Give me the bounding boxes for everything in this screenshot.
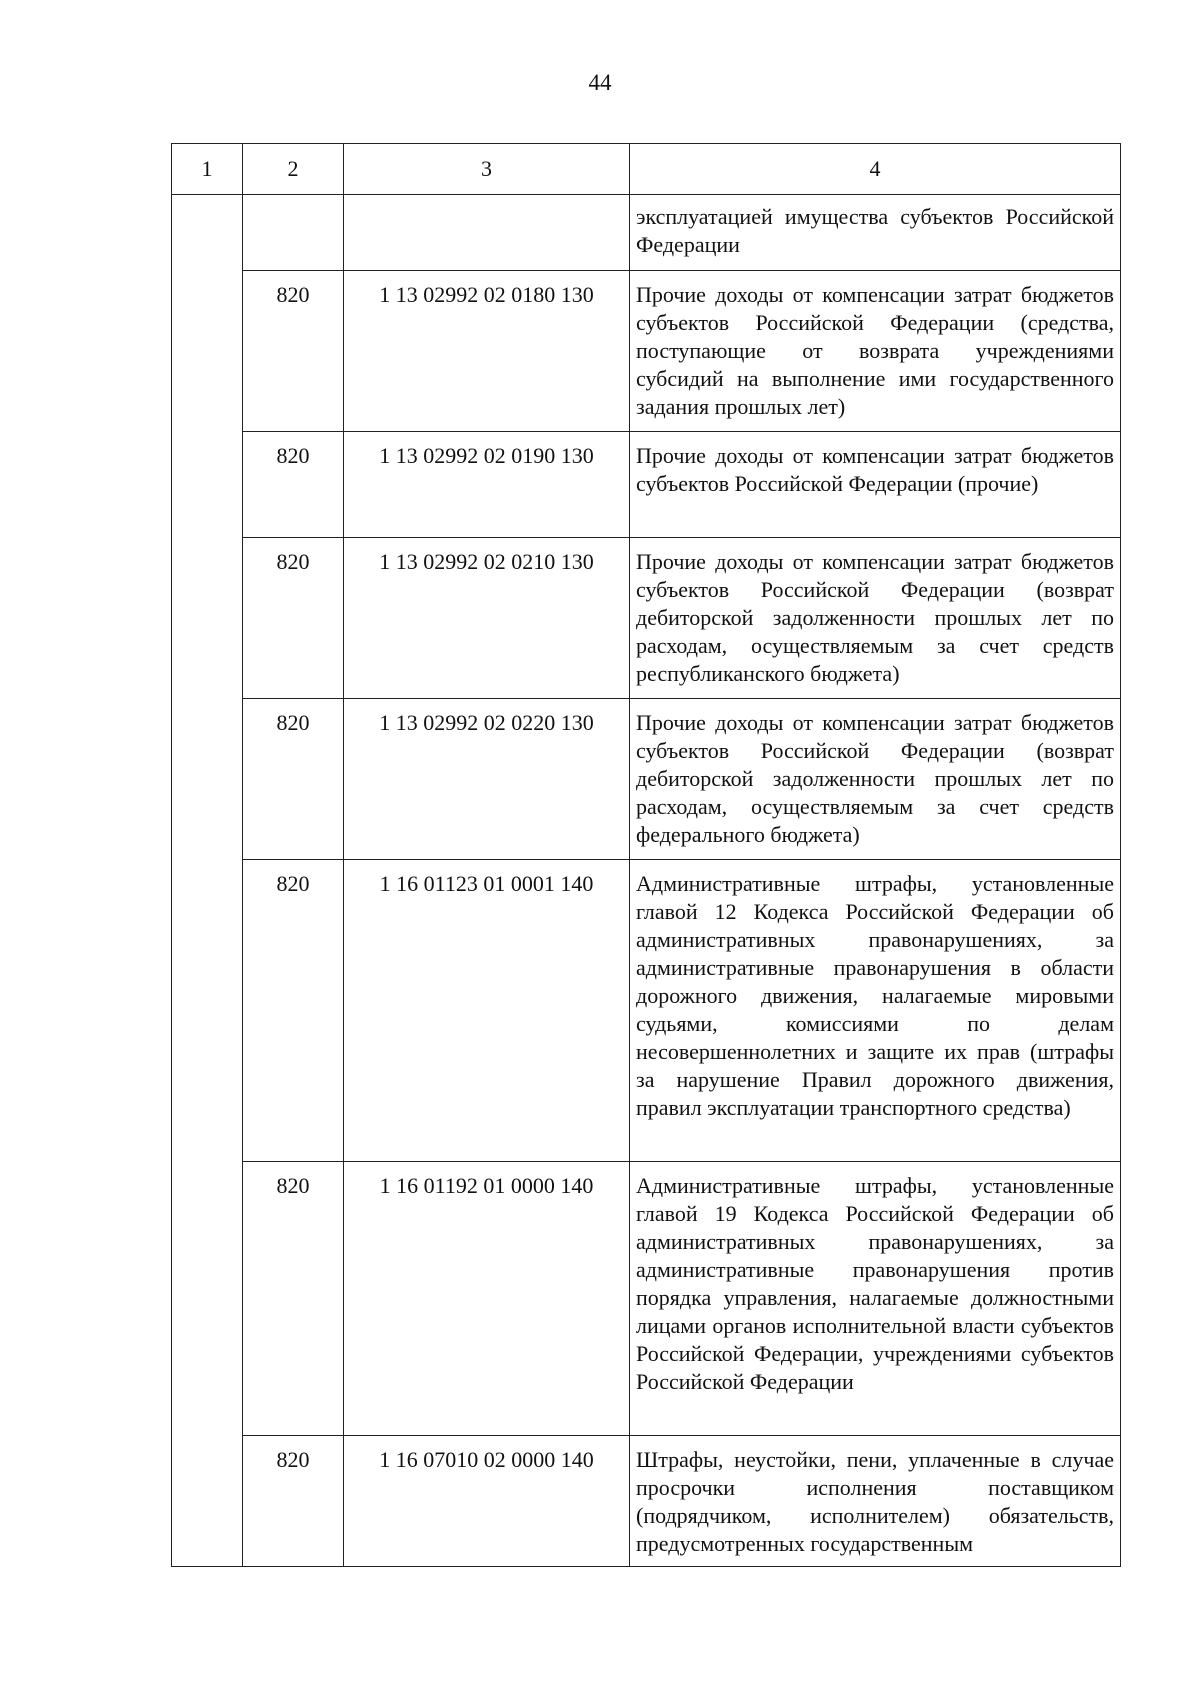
revenue-code-cell: 1 13 02992 02 0220 130: [344, 699, 630, 860]
description-cell: Прочие доходы от компенсации затрат бюджетов субъектов Российской Федерации (возврат дебиторской задолженности прошлых лет по расходам, осуществляемым за счет средств республиканского бюджета): [630, 538, 1121, 699]
table-row: [172, 432, 1121, 538]
revenue-code-cell: 1 13 02992 02 0210 130: [344, 538, 630, 699]
revenue-code-cell: 1 16 01123 01 0001 140: [344, 860, 630, 1162]
description-cell: Штрафы, неустойки, пени, уплаченные в случае просрочки исполнения поставщиком (подрядчиком, исполнителем) обязательств, предусмотренных государственным: [630, 1436, 1121, 1567]
revenue-code-cell: 1 16 07010 02 0000 140: [344, 1436, 630, 1567]
page-number: 44: [588, 70, 612, 95]
column-header-2: 2: [243, 144, 344, 195]
column-header-1: 1: [172, 144, 243, 195]
admin-code-cell: 820: [243, 1162, 344, 1436]
table-row: [172, 1162, 1121, 1436]
code-cell: [344, 195, 630, 271]
admin-code-cell: 820: [243, 432, 344, 538]
table-row: [172, 271, 1121, 432]
table-row: [172, 1436, 1121, 1567]
revenue-code-cell: 1 16 01192 01 0000 140: [344, 1162, 630, 1436]
table-row-continuation: [172, 195, 1121, 271]
description-cell: Административные штрафы, установленные главой 12 Кодекса Российской Федерации об административных правонарушениях, за административные правонарушения в области дорожного движения, налагаемые мировыми судьями, комиссиями по делам несовершеннолетних и защите их прав (штрафы за нарушение Правил дорожного движения, правил эксплуатации транспортного средства): [630, 860, 1121, 1162]
admin-code-cell: 820: [243, 271, 344, 432]
table-row: [172, 699, 1121, 860]
column-header-3: 3: [344, 144, 630, 195]
admin-code-cell: 820: [243, 538, 344, 699]
column-header-4: 4: [630, 144, 1121, 195]
admin-code-cell: 820: [243, 860, 344, 1162]
description-cell: Прочие доходы от компенсации затрат бюджетов субъектов Российской Федерации (прочие): [630, 432, 1121, 538]
admin-code-cell: 820: [243, 1436, 344, 1567]
revenue-codes-table: [171, 143, 1121, 1567]
revenue-code-cell: 1 13 02992 02 0180 130: [344, 271, 630, 432]
description-cell: Административные штрафы, установленные главой 19 Кодекса Российской Федерации об административных правонарушениях, за административные правонарушения против порядка управления, налагаемые должностными лицами органов исполнительной власти субъектов Российской Федерации, учреждениями субъектов Российской Федерации: [630, 1162, 1121, 1436]
table-row: [172, 538, 1121, 699]
description-cell: эксплуатацией имущества субъектов Российской Федерации: [630, 195, 1121, 271]
admin-code-cell: 820: [243, 699, 344, 860]
revenue-code-cell: 1 13 02992 02 0190 130: [344, 432, 630, 538]
description-cell: Прочие доходы от компенсации затрат бюджетов субъектов Российской Федерации (средства, поступающие от возврата учреждениями субсидий на выполнение ими государственного задания прошлых лет): [630, 271, 1121, 432]
description-cell: Прочие доходы от компенсации затрат бюджетов субъектов Российской Федерации (возврат дебиторской задолженности прошлых лет по расходам, осуществляемым за счет средств федерального бюджета): [630, 699, 1121, 860]
column-1-cell: [172, 195, 243, 1567]
table-row: [172, 860, 1121, 1162]
admin-cell: [243, 195, 344, 271]
table-header-row: [172, 144, 1121, 195]
